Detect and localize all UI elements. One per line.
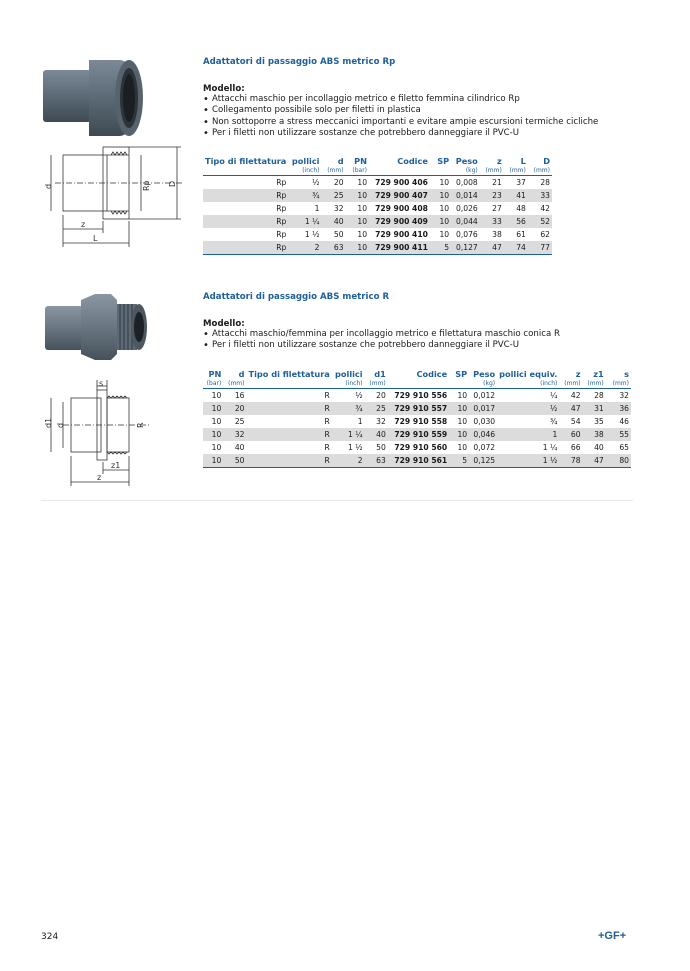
table-cell: 10: [457, 417, 468, 426]
dim-label-d: d: [44, 183, 53, 189]
table-cell: 20: [365, 389, 388, 403]
spec-table-r: [203, 369, 631, 468]
table-row: [203, 189, 552, 202]
unit-label: (mm): [509, 167, 526, 174]
table-cell: 25: [234, 417, 245, 426]
table-cell: 10: [211, 417, 222, 426]
table-cell: 0,127: [451, 241, 480, 255]
table-cell: 40: [594, 443, 604, 452]
product-code-cell: 729 900 410: [375, 230, 428, 239]
table-row: [203, 241, 552, 255]
table-row: [203, 215, 552, 228]
table-cell: Rp: [276, 230, 287, 239]
table-cell: 10: [203, 402, 223, 415]
col-header-thread-type: Tipo di filettatura: [205, 156, 287, 166]
table-cell: 33: [528, 189, 552, 202]
list-item: • Attacchi maschio per incollaggio metrico e filetto femmina cilindrico Rp: [203, 94, 633, 105]
unit-label: (mm): [533, 167, 550, 174]
product-code-cell: 729 910 557: [388, 402, 449, 415]
model-label: Modello:: [203, 84, 245, 94]
unit-label: (mm): [228, 380, 245, 387]
table-cell: 25: [365, 402, 388, 415]
col-header-sp: SP: [455, 369, 468, 379]
product-code-cell: 729 900 409: [369, 215, 430, 228]
table-row: [203, 402, 631, 415]
table-cell: 63: [365, 454, 388, 468]
dim-label-r: R: [136, 422, 145, 428]
table-row: [203, 202, 552, 215]
table-cell: 10: [346, 241, 369, 255]
col-header-inch: pollici: [335, 369, 363, 379]
table-cell: 80: [606, 454, 631, 468]
table-cell: 0,017: [469, 402, 497, 415]
table-cell: 10: [346, 215, 369, 228]
table-cell: ¼: [497, 389, 559, 403]
table-cell: 10: [439, 204, 450, 213]
table-cell: R: [324, 443, 330, 452]
dim-label-s: s: [99, 379, 104, 388]
table-cell: 38: [492, 230, 502, 239]
table-row: [203, 428, 631, 441]
list-item: • Non sottoporre a stress meccanici importanti e evitare ampie escursioni termiche cicliche: [203, 117, 633, 128]
table-cell: 52: [528, 215, 552, 228]
table-cell: 62: [540, 230, 550, 239]
col-header-D: D: [543, 156, 550, 166]
table-cell: 50: [333, 230, 344, 239]
dim-label-z: z: [97, 473, 102, 482]
table-cell: 61: [516, 230, 526, 239]
col-header-z1: z1: [593, 369, 604, 379]
table-cell: 10: [449, 402, 469, 415]
table-cell: ½: [332, 389, 365, 403]
unit-label: (mm): [564, 380, 581, 387]
table-cell: 1 ½: [348, 443, 363, 452]
table-cell: 54: [570, 417, 581, 426]
table-cell: 47: [583, 454, 606, 468]
table-cell: 10: [357, 230, 368, 239]
table-row: [203, 415, 631, 428]
table-cell: 32: [606, 389, 631, 403]
table-cell: 32: [223, 428, 246, 441]
table-cell: 40: [234, 443, 245, 452]
col-header-d: d: [337, 156, 344, 166]
table-cell: 50: [223, 454, 246, 468]
table-cell: 40: [322, 215, 346, 228]
table-cell: 10: [430, 215, 451, 228]
unit-label: (mm): [485, 167, 502, 174]
dim-label-L: L: [93, 234, 98, 243]
dim-label-z: z: [81, 220, 86, 229]
table-cell: 2: [288, 241, 321, 255]
table-cell: 42: [540, 204, 550, 213]
feature-list: [203, 94, 633, 139]
table-cell: 33: [480, 215, 504, 228]
table-cell: 0,072: [473, 443, 496, 452]
table-row: [203, 389, 631, 403]
table-cell: R: [246, 389, 331, 403]
table-cell: 28: [528, 176, 552, 190]
table-cell: 50: [376, 443, 386, 452]
product-code-cell: 729 900 406: [369, 176, 430, 190]
table-cell: 32: [333, 204, 344, 213]
col-header-L: L: [520, 156, 526, 166]
table-cell: 10: [203, 389, 223, 403]
table-cell: 77: [528, 241, 552, 255]
col-header-inch-equiv: pollici equiv.: [499, 369, 558, 379]
dim-label-z1: z1: [111, 461, 121, 470]
product-photo-r-adapter: [41, 292, 153, 362]
product-photo-rp-adapter: [41, 56, 147, 140]
table-cell: Rp: [203, 215, 288, 228]
table-row: [203, 454, 631, 468]
section-title: Adattatori di passaggio ABS metrico Rp: [203, 57, 396, 67]
product-code-cell: 729 900 411: [369, 241, 430, 255]
table-cell: 63: [322, 241, 346, 255]
table-cell: 0,008: [451, 176, 480, 190]
table-cell: 38: [583, 428, 606, 441]
table-cell: 5: [430, 241, 451, 255]
product-code-cell: 729 910 558: [394, 417, 448, 426]
table-units: [203, 379, 631, 389]
table-row: [203, 441, 631, 454]
table-cell: 37: [504, 176, 528, 190]
table-cell: 0,044: [451, 215, 480, 228]
table-cell: 1 ¼: [288, 215, 321, 228]
table-cell: 20: [223, 402, 246, 415]
table-cell: 66: [570, 443, 581, 452]
col-header-d1: d1: [374, 369, 386, 379]
dim-label-rp: Rp: [142, 180, 151, 191]
table-cell: 10: [430, 189, 451, 202]
table-cell: 5: [449, 454, 469, 468]
table-header: [203, 156, 552, 166]
table-cell: 31: [583, 402, 606, 415]
table-cell: 25: [322, 189, 346, 202]
table-cell: 10: [346, 189, 369, 202]
table-cell: R: [324, 417, 330, 426]
table-cell: 10: [439, 230, 450, 239]
table-units: [203, 166, 552, 176]
col-header-code: Codice: [397, 156, 428, 166]
table-cell: 1 ¼: [542, 443, 558, 452]
col-header-d: d: [238, 369, 245, 379]
table-cell: 35: [594, 417, 604, 426]
table-cell: 1: [497, 428, 559, 441]
table-cell: 42: [559, 389, 582, 403]
table-cell: 55: [606, 428, 631, 441]
unit-label: (bar): [352, 167, 368, 174]
product-code-cell: 729 910 561: [388, 454, 449, 468]
table-cell: 20: [322, 176, 346, 190]
col-header-weight: Peso: [473, 369, 496, 379]
table-cell: 27: [492, 204, 502, 213]
table-cell: 10: [357, 204, 368, 213]
table-cell: 0,125: [469, 454, 497, 468]
table-cell: 0,026: [456, 204, 478, 213]
section-divider: [41, 500, 633, 501]
table-cell: 1 ½: [304, 230, 320, 239]
table-cell: R: [246, 402, 331, 415]
table-cell: Rp: [203, 176, 288, 190]
product-code-cell: 729 900 407: [369, 189, 430, 202]
section-rp: [203, 57, 633, 139]
table-cell: 0,076: [456, 230, 478, 239]
table-cell: R: [246, 428, 331, 441]
table-cell: ¾: [550, 417, 558, 426]
list-item: • Per i filetti non utilizzare sostanze che potrebbero danneggiare il PVC-U: [203, 128, 633, 139]
spec-table-rp: [203, 156, 552, 255]
table-cell: ½: [497, 402, 559, 415]
table-cell: 10: [449, 428, 469, 441]
list-item: • Per i filetti non utilizzare sostanze che potrebbero danneggiare il PVC-U: [203, 340, 633, 351]
table-cell: Rp: [203, 189, 288, 202]
product-code-cell: 729 910 556: [388, 389, 449, 403]
dim-label-D: D: [168, 180, 177, 187]
table-cell: 40: [365, 428, 388, 441]
section-title: Adattatori di passaggio ABS metrico R: [203, 292, 390, 302]
table-cell: 60: [559, 428, 582, 441]
unit-label: (kg): [465, 167, 478, 174]
col-header-s: s: [624, 369, 629, 379]
technical-drawing-r: [41, 376, 171, 488]
technical-drawing-rp: [41, 145, 191, 253]
list-item: • Collegamento possibile solo per filetti in plastica: [203, 105, 633, 116]
col-header-thread-type: Tipo di filettatura: [248, 369, 330, 379]
table-cell: 10: [211, 443, 222, 452]
product-code-cell: 729 910 560: [394, 443, 448, 452]
unit-label: (inch): [540, 380, 558, 387]
list-item: • Attacchi maschio/femmina per incollaggio metrico e filettatura maschio conica R: [203, 329, 633, 340]
table-cell: 1 ¼: [332, 428, 365, 441]
table-cell: 0,012: [469, 389, 497, 403]
table-cell: 10: [346, 176, 369, 190]
col-header-pn: PN: [354, 156, 368, 166]
table-cell: 1: [314, 204, 320, 213]
table-cell: Rp: [203, 241, 288, 255]
page-number: 324: [41, 932, 59, 942]
table-cell: 48: [516, 204, 526, 213]
col-header-z: z: [575, 369, 581, 379]
table-cell: 47: [559, 402, 582, 415]
table-header: [203, 369, 631, 379]
table-cell: 10: [430, 176, 451, 190]
table-cell: ¾: [332, 402, 365, 415]
table-cell: 56: [504, 215, 528, 228]
col-header-weight: Peso: [455, 156, 478, 166]
table-cell: 10: [203, 428, 223, 441]
table-cell: 23: [480, 189, 504, 202]
col-header-inch: pollici: [291, 156, 320, 166]
table-cell: 74: [504, 241, 528, 255]
table-row: [203, 176, 552, 190]
col-header-z: z: [497, 156, 502, 166]
table-cell: 32: [376, 417, 386, 426]
table-cell: 47: [480, 241, 504, 255]
table-cell: 0,014: [451, 189, 480, 202]
table-cell: 28: [583, 389, 606, 403]
table-cell: 36: [606, 402, 631, 415]
table-cell: 10: [203, 454, 223, 468]
table-cell: ¾: [288, 189, 321, 202]
unit-label: (bar): [206, 380, 222, 387]
col-header-code: Codice: [416, 369, 448, 379]
table-cell: Rp: [276, 204, 287, 213]
table-cell: 41: [504, 189, 528, 202]
table-cell: 65: [619, 443, 629, 452]
table-cell: R: [246, 454, 331, 468]
product-code-cell: 729 900 408: [375, 204, 428, 213]
unit-label: (inch): [345, 380, 363, 387]
dim-label-d1: d1: [44, 417, 53, 428]
unit-label: (mm): [369, 380, 386, 387]
table-cell: 16: [223, 389, 246, 403]
feature-list: [203, 329, 633, 352]
unit-label: (mm): [327, 167, 344, 174]
unit-label: (inch): [302, 167, 320, 174]
table-cell: 2: [332, 454, 365, 468]
table-cell: 10: [457, 443, 468, 452]
table-cell: 78: [559, 454, 582, 468]
table-cell: 21: [480, 176, 504, 190]
unit-label: (kg): [483, 380, 496, 387]
model-label: Modello:: [203, 319, 245, 329]
table-cell: 1: [357, 417, 363, 426]
unit-label: (mm): [612, 380, 629, 387]
table-cell: 0,046: [469, 428, 497, 441]
table-cell: 1 ½: [497, 454, 559, 468]
table-row: [203, 228, 552, 241]
product-code-cell: 729 910 559: [388, 428, 449, 441]
dim-label-d: d: [56, 422, 65, 428]
col-header-sp: SP: [437, 156, 450, 166]
section-r: [203, 292, 633, 352]
table-cell: 0,030: [473, 417, 496, 426]
col-header-pn: PN: [208, 369, 222, 379]
unit-label: (mm): [587, 380, 604, 387]
table-cell: 46: [619, 417, 629, 426]
gf-logo: +GF+: [598, 930, 627, 942]
table-cell: 10: [449, 389, 469, 403]
table-cell: ½: [288, 176, 321, 190]
